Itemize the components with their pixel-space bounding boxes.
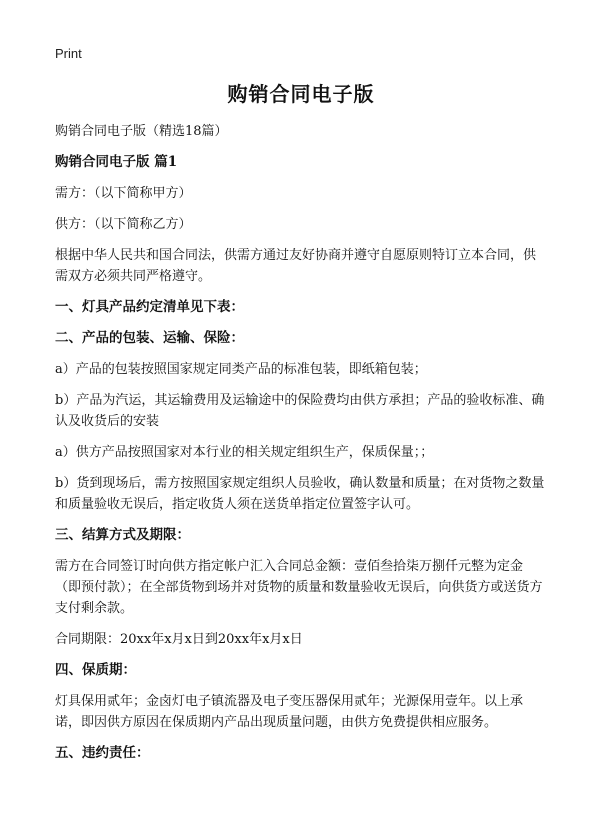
section-3-heading: 三、结算方式及期限： — [55, 527, 190, 543]
section-5-heading: 五、违约责任： — [55, 745, 150, 761]
print-link[interactable]: Print — [55, 46, 82, 61]
buyer-line: 需方：（以下简称甲方） — [55, 186, 192, 201]
seller-line: 供方：（以下简称乙方） — [55, 217, 192, 232]
section-1-heading: 一、灯具产品约定清单见下表： — [55, 299, 244, 315]
document-page — [55, 78, 547, 774]
intro-paragraph: 根据中华人民共和国合同法，供需方通过友好协商并遵守自愿原则特订立本合同，供需双方必须共同严格遵守。 — [55, 248, 537, 284]
section-2-item-b: b）产品为汽运，其运输费用及运输途中的保险费均由供方承担；产品的验收标准、确认及收货后的安装 — [55, 393, 545, 429]
section-3-paragraph: 需方在合同签订时向供方指定帐户汇入合同总金额：壹佰叁拾柒万捌仟元整为定金（即预付款）；在全部货物到场并对货物的质量和数量验收无误后，向供货方或送货方支付剩余款。 — [55, 559, 543, 616]
section-2-item-a: a）产品的包装按照国家规定同类产品的标准包装，即纸箱包装； — [55, 362, 427, 377]
document-subtitle: 购销合同电子版（精选18篇） — [55, 124, 228, 139]
section-2-heading: 二、产品的包装、运输、保险： — [55, 330, 244, 346]
section-2-item-a2: a）供方产品按照国家对本行业的相关规定组织生产，保质保量；； — [55, 445, 434, 460]
article-heading: 购销合同电子版 篇1 — [55, 154, 178, 170]
section-4-paragraph: 灯具保用贰年；金卤灯电子镇流器及电子变压器保用贰年；光源保用壹年。以上承诺，即因供方原因在保质期内产品出现质量问题，由供方免费提供相应服务。 — [55, 694, 524, 730]
section-2-item-b2: b）货到现场后，需方按照国家规定组织人员验收，确认数量和质量；在对货物之数量和质量验收无误后，指定收货人须在送货单指定位置签字认可。 — [55, 476, 545, 512]
document-title: 购销合同电子版 — [227, 82, 375, 106]
section-4-heading: 四、保质期： — [55, 662, 136, 678]
contract-period: 合同期限：20xx年x月x日到20xx年x月x日 — [55, 632, 303, 647]
